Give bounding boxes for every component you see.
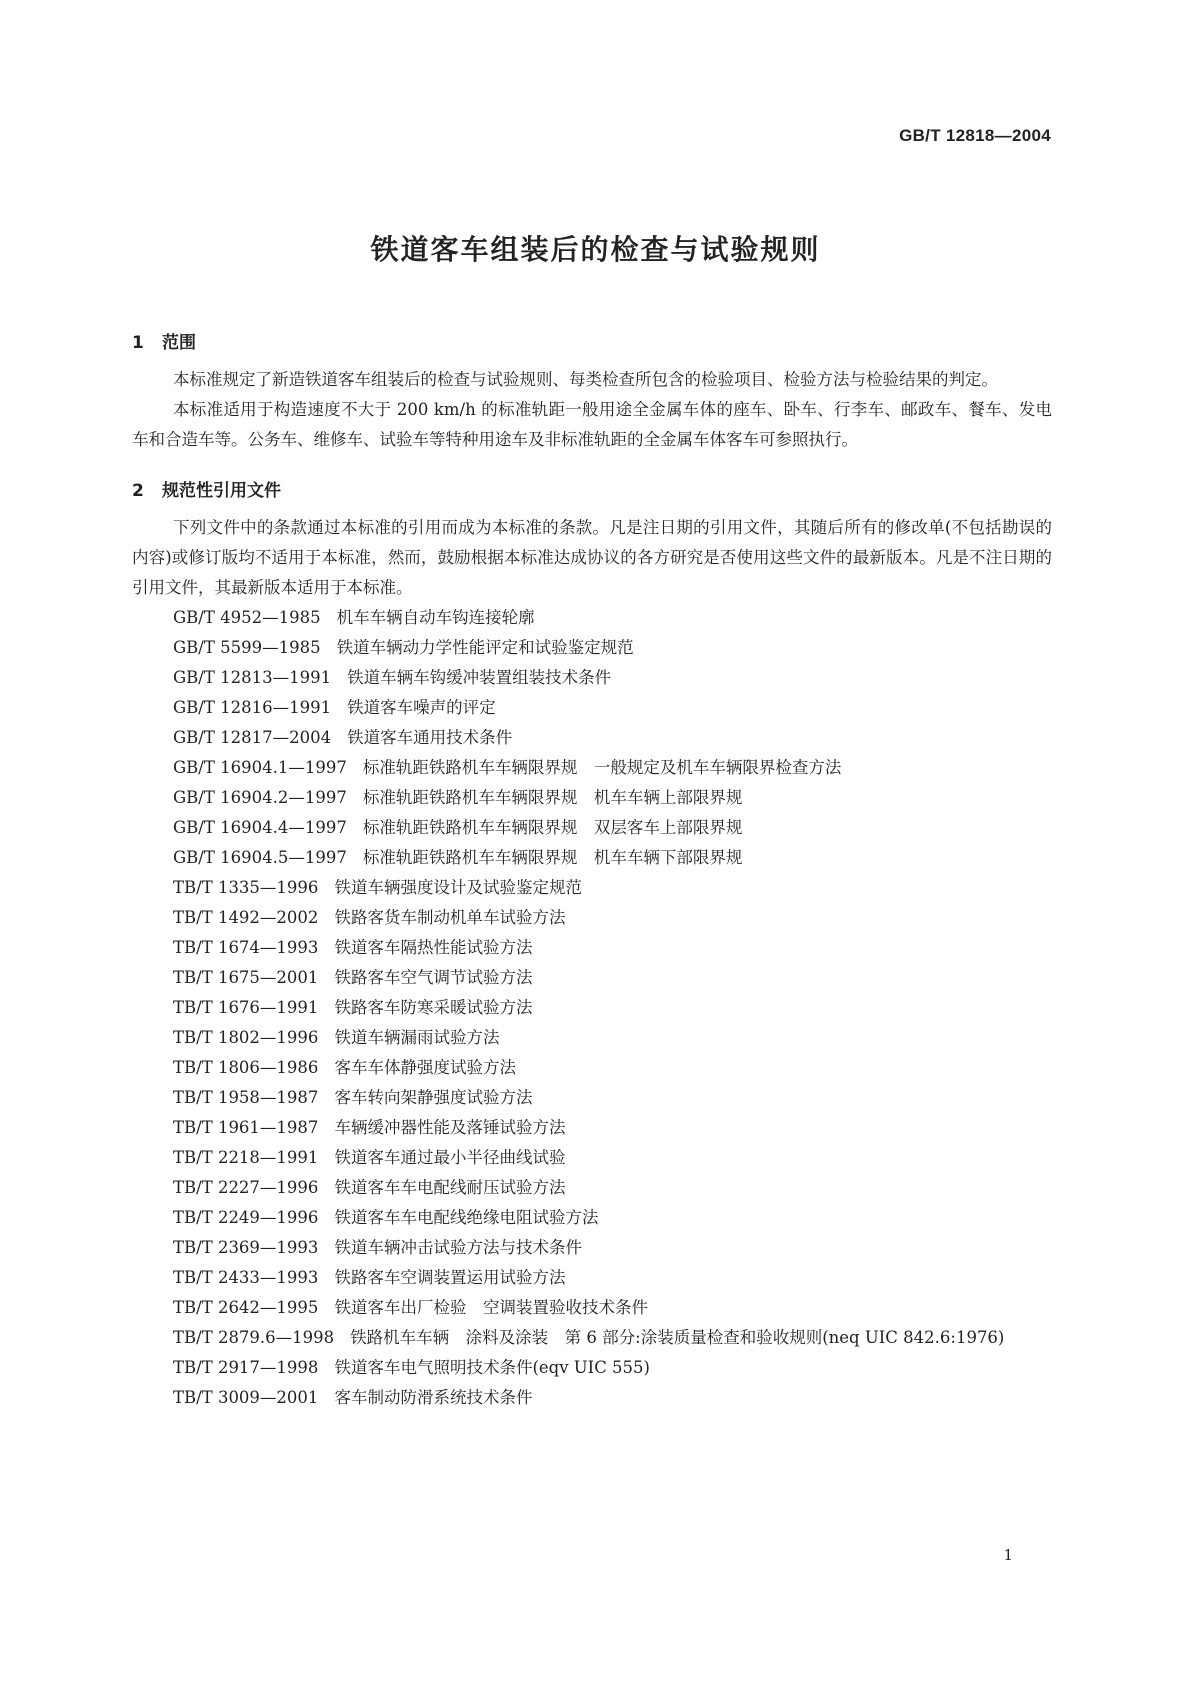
- reference-title: 铁道客车通过最小半径曲线试验: [334, 1148, 566, 1167]
- reference-item: [132, 1203, 1052, 1233]
- reference-title: 铁路客车防寒采暖试验方法: [334, 998, 533, 1017]
- reference-item: [132, 1173, 1052, 1203]
- reference-title: 铁路客货车制动机单车试验方法: [334, 908, 566, 927]
- reference-item: [132, 723, 1052, 753]
- section-number: 2: [132, 481, 144, 501]
- reference-item: [132, 663, 1052, 693]
- reference-code: TB/T 2227—1996: [173, 1178, 319, 1197]
- reference-code: GB/T 4952—1985: [173, 608, 321, 627]
- reference-code: GB/T 16904.4—1997: [173, 818, 347, 837]
- reference-item: [132, 1143, 1052, 1173]
- reference-code: GB/T 16904.1—1997: [173, 758, 347, 777]
- reference-title: 铁道客车噪声的评定: [347, 698, 496, 717]
- reference-item: [132, 1383, 1052, 1413]
- reference-title: 铁道车辆动力学性能评定和试验鉴定规范: [336, 638, 634, 657]
- reference-item: [132, 603, 1052, 633]
- reference-code: TB/T 1676—1991: [173, 998, 319, 1017]
- reference-item: [132, 1263, 1052, 1293]
- reference-title: 车辆缓冲器性能及落锤试验方法: [334, 1118, 566, 1137]
- reference-code: TB/T 1674—1993: [173, 938, 319, 957]
- reference-title: 标准轨距铁路机车车辆限界规 双层客车上部限界规: [362, 818, 743, 837]
- reference-item: [132, 993, 1052, 1023]
- reference-title: 标准轨距铁路机车车辆限界规 机车车辆下部限界规: [362, 848, 743, 867]
- paragraph: 下列文件中的条款通过本标准的引用而成为本标准的条款。凡是注日期的引用文件，其随后所有的修改单(不包括勘误的内容)或修订版均不适用于本标准，然而，鼓励根据本标准达成协议的各方研究是否使用这些文件的最新版本。凡是不注日期的引用文件，其最新版本适用于本标准。: [132, 518, 1052, 597]
- reference-code: TB/T 2249—1996: [173, 1208, 319, 1227]
- reference-title: 铁道车辆漏雨试验方法: [334, 1028, 500, 1047]
- reference-item: [132, 1353, 1052, 1383]
- reference-code: GB/T 12813—1991: [173, 668, 332, 687]
- reference-title: 铁路客车空调装置运用试验方法: [334, 1268, 566, 1287]
- reference-title: 客车制动防滑系统技术条件: [334, 1388, 533, 1407]
- reference-title: 铁道客车车电配线耐压试验方法: [334, 1178, 566, 1197]
- reference-code: TB/T 1958—1987: [173, 1088, 319, 1107]
- reference-code: GB/T 5599—1985: [173, 638, 321, 657]
- section-2-heading: [132, 476, 1052, 506]
- section-title: 范围: [162, 333, 196, 353]
- reference-item: [132, 963, 1052, 993]
- reference-item: [132, 693, 1052, 723]
- section-1-heading: [132, 328, 1052, 358]
- reference-list: [132, 603, 1052, 1413]
- reference-code: TB/T 1335—1996: [173, 878, 319, 897]
- reference-code: TB/T 1806—1986: [173, 1058, 319, 1077]
- reference-title: 客车转向架静强度试验方法: [334, 1088, 533, 1107]
- section-number: 1: [132, 333, 144, 353]
- reference-title: 客车车体静强度试验方法: [334, 1058, 516, 1077]
- reference-code: TB/T 2917—1998: [173, 1358, 319, 1377]
- page-number: 1: [1003, 1546, 1013, 1564]
- reference-code: TB/T 1492—2002: [173, 908, 319, 927]
- reference-code: GB/T 12817—2004: [173, 728, 332, 747]
- reference-code: TB/T 2879.6—1998: [173, 1328, 335, 1347]
- paragraph: 本标准适用于构造速度不大于 200 km/h 的标准轨距一般用途全金属车体的座车、卧车、行李车、邮政车、餐车、发电车和合造车等。公务车、维修车、试验车等特种用途车及非标准轨距的全金属车体客车可参照执行。: [132, 400, 1052, 449]
- reference-item: [132, 873, 1052, 903]
- reference-item: [132, 1083, 1052, 1113]
- section-title: 规范性引用文件: [162, 481, 281, 501]
- reference-title: 铁道客车通用技术条件: [347, 728, 513, 747]
- reference-code: TB/T 1802—1996: [173, 1028, 319, 1047]
- reference-title: 铁道客车隔热性能试验方法: [334, 938, 533, 957]
- document-body: [132, 328, 1052, 1413]
- reference-code: GB/T 16904.5—1997: [173, 848, 347, 867]
- reference-code: TB/T 1961—1987: [173, 1118, 319, 1137]
- reference-item: [132, 1053, 1052, 1083]
- reference-code: GB/T 16904.2—1997: [173, 788, 347, 807]
- reference-item: [132, 933, 1052, 963]
- reference-item: [132, 1233, 1052, 1263]
- reference-item: [132, 903, 1052, 933]
- reference-item: [132, 1113, 1052, 1143]
- reference-code: TB/T 1675—2001: [173, 968, 319, 987]
- reference-title: 铁道客车电气照明技术条件(eqv UIC 555): [334, 1358, 650, 1377]
- reference-title: 铁道客车车电配线绝缘电阻试验方法: [334, 1208, 599, 1227]
- reference-item: [132, 753, 1052, 783]
- reference-title: 铁路机车车辆 涂料及涂装 第 6 部分:涂装质量检查和验收规则(neq UIC 842.6:1976): [350, 1328, 1005, 1347]
- reference-code: TB/T 3009—2001: [173, 1388, 319, 1407]
- reference-item: [132, 1293, 1052, 1323]
- reference-code: GB/T 12816—1991: [173, 698, 332, 717]
- reference-title: 铁路客车空气调节试验方法: [334, 968, 533, 987]
- reference-item: [132, 1323, 1052, 1353]
- reference-title: 铁道车辆冲击试验方法与技术条件: [334, 1238, 582, 1257]
- paragraph: 本标准规定了新造铁道客车组装后的检查与试验规则、每类检查所包含的检验项目、检验方法与检验结果的判定。: [173, 370, 998, 389]
- reference-title: 铁道车辆强度设计及试验鉴定规范: [334, 878, 582, 897]
- reference-code: TB/T 2433—1993: [173, 1268, 319, 1287]
- reference-code: TB/T 2369—1993: [173, 1238, 319, 1257]
- reference-item: [132, 813, 1052, 843]
- reference-item: [132, 783, 1052, 813]
- document-title: 铁道客车组装后的检查与试验规则: [370, 233, 821, 266]
- reference-item: [132, 1023, 1052, 1053]
- reference-title: 标准轨距铁路机车车辆限界规 机车车辆上部限界规: [362, 788, 743, 807]
- reference-code: TB/T 2218—1991: [173, 1148, 319, 1167]
- standard-number: GB/T 12818—2004: [899, 126, 1051, 145]
- reference-code: TB/T 2642—1995: [173, 1298, 319, 1317]
- reference-item: [132, 633, 1052, 663]
- reference-title: 标准轨距铁路机车车辆限界规 一般规定及机车车辆限界检查方法: [362, 758, 842, 777]
- reference-item: [132, 843, 1052, 873]
- reference-title: 铁道客车出厂检验 空调装置验收技术条件: [334, 1298, 648, 1317]
- reference-title: 铁道车辆车钩缓冲装置组装技术条件: [347, 668, 612, 687]
- reference-title: 机车车辆自动车钩连接轮廓: [336, 608, 535, 627]
